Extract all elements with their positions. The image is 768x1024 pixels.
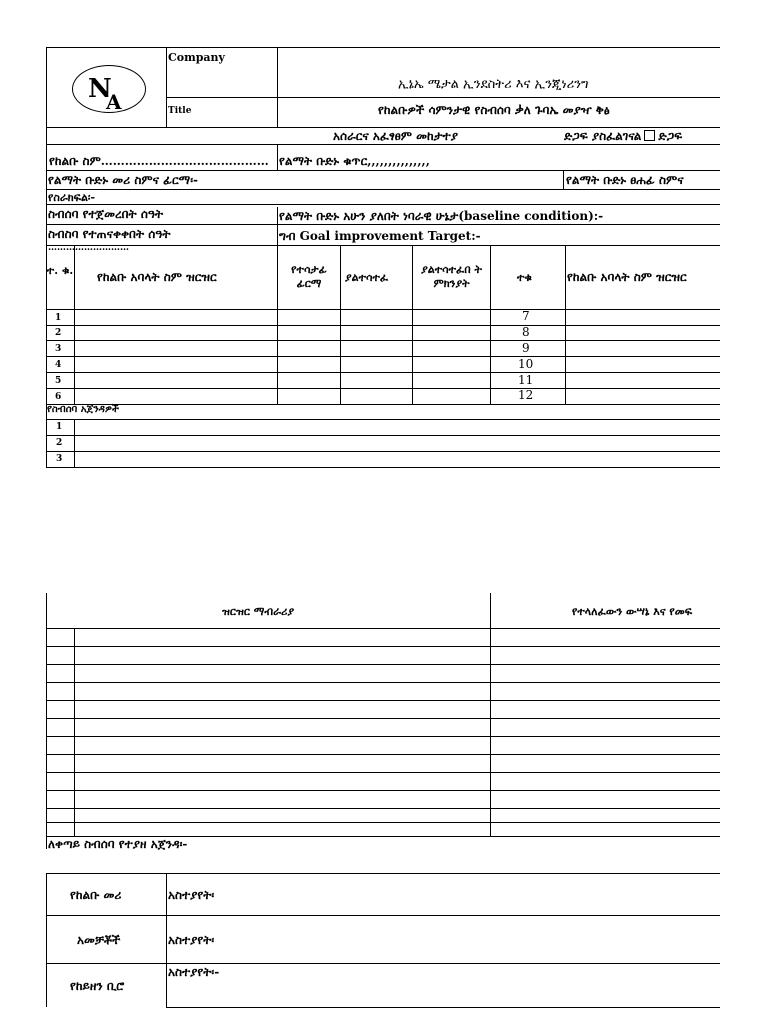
title-label: Title	[168, 106, 192, 116]
role-facilitators: አመቻቾች	[77, 933, 121, 947]
club-name-field[interactable]: የከልቡ ስም……………………………………	[49, 154, 269, 168]
comment-field-kaizen-office[interactable]: አስተያየት፡-	[168, 965, 220, 979]
company-name: ኢኔኤ ሜታል ኢንደስትሪ እና ኢንጂነሪንግ	[398, 77, 589, 92]
logo-letter-a: A	[106, 90, 122, 114]
role-club-leader: የከልቡ መሪ	[70, 888, 122, 902]
support-needed-label: ድጋፍ ያስፈልገናል ድጋፍ	[564, 129, 683, 143]
row-number-right: 10	[518, 357, 534, 371]
row-number-right: 12	[518, 388, 534, 402]
header-absence-reason: ያልተሳተፈበ ት ምክንያት	[421, 263, 482, 291]
header-member-names-right: የከልቡ አባላት ስም ዝርዝር	[567, 270, 687, 284]
start-time-field[interactable]: ስብሰባ የተጀመረበት ሰዓት	[48, 207, 164, 221]
row-number: 6	[55, 392, 62, 402]
row-number: 5	[55, 376, 62, 386]
team-number-field[interactable]: የልማት ቡድኑ ቁጥር,,,,,,,,,,,,,,,	[279, 154, 430, 168]
header-decision-and-solution: የተላለፈውን ውሣኔ እና የመፍ	[572, 605, 692, 618]
row-number: 1	[55, 313, 62, 323]
row-number-right: 9	[522, 341, 530, 355]
row-number: 2	[55, 328, 62, 338]
goal-field[interactable]: ግብ Goal improvement Target:-	[279, 229, 481, 243]
header-detailed-explanation: ዝርዝር ማብራሪያ	[222, 605, 295, 618]
dotted-line: ………………………	[48, 243, 129, 253]
row-number: 3	[55, 344, 62, 354]
row-number-right: 7	[522, 309, 530, 323]
secretary-name-field[interactable]: የልማት ቡድኑ ፀሐፊ ስምና	[566, 173, 684, 187]
agenda-number: 1	[56, 422, 63, 432]
row-number-right: 11	[518, 373, 534, 387]
header-absent: ያልተሳተፈ	[345, 271, 389, 284]
header-serial-number: ተ. ቁ.	[46, 264, 74, 277]
next-agenda-label: ለቀጣይ ስብሰባ የተያዘ አጀንዳ፡-	[48, 837, 188, 851]
agenda-label: የስብሰባ አጀንዳዎች	[47, 404, 119, 415]
baseline-condition-field[interactable]: የልማት ቡድኑ አሁን ያለበት ነባራዊ ሁኔታ(baseline condition):-	[279, 209, 604, 223]
agenda-number: 3	[56, 454, 63, 464]
comment-field-facilitators[interactable]: አስተያየት፡	[168, 933, 215, 947]
header-serial-number-right: ተቁ	[517, 271, 532, 284]
role-kaizen-office: የከይዘን ቢሮ	[70, 979, 125, 993]
logo-letter-n: N	[88, 74, 112, 104]
row-number: 4	[55, 360, 62, 370]
company-label: Company	[168, 51, 225, 64]
header-signature: የተሳታፊ ፊርማ	[291, 263, 327, 291]
agenda-number: 2	[56, 438, 63, 448]
header-member-names: የከልቡ አባላት ስም ዝርዝር	[97, 270, 217, 284]
leader-name-field[interactable]: የልማት ቡድኑ መሪ ስምና ፊርማ፡-	[48, 173, 199, 187]
support-checkbox[interactable]	[644, 130, 655, 141]
department-field[interactable]: የስራክፍል፡-	[48, 191, 96, 204]
comment-field-leader[interactable]: አስተያየት፡	[168, 888, 215, 902]
row-number-right: 8	[522, 325, 530, 339]
procedure-label: አሰራርና አፈፃፀም መከታተያ	[333, 129, 458, 143]
document-title: የከልቡዎች ሳምንታዊ የስብሰባ ቃለ ጉባኤ መያዣ ቅፅ	[378, 103, 610, 117]
end-time-field[interactable]: ስብስባ የተጠናቀቀበት ሰዓት	[48, 227, 171, 241]
